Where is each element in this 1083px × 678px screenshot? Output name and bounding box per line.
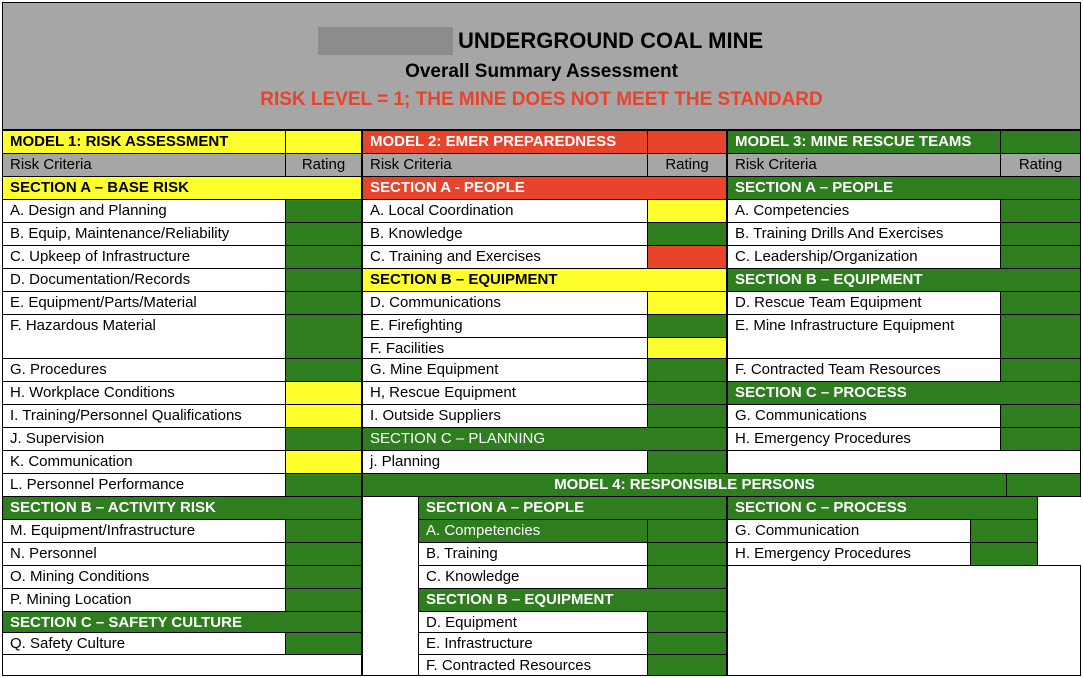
model3-item-e: E. Mine Infrastructure Equipment xyxy=(727,314,1001,359)
model2-title-rating xyxy=(647,130,727,154)
model2-section-a: SECTION A - PEOPLE xyxy=(362,176,727,200)
model3-empty-row xyxy=(727,450,1081,474)
model4-section-b: SECTION B – EQUIPMENT xyxy=(418,588,727,612)
model2-item-e: E. Firefighting xyxy=(362,314,648,338)
model1-empty-row xyxy=(2,654,362,676)
redacted-mine-name xyxy=(318,27,453,55)
model1-item-n: N. Personnel xyxy=(2,542,286,566)
model1-rating-l xyxy=(285,473,362,497)
model3-item-g: G. Communications xyxy=(727,404,1001,428)
model2-item-c: C. Training and Exercises xyxy=(362,245,648,269)
model2-item-h: H, Rescue Equipment xyxy=(362,381,648,405)
model4-item-c: C. Knowledge xyxy=(418,565,648,589)
report-header xyxy=(2,2,1081,130)
model1-col-criteria: Risk Criteria xyxy=(2,153,286,177)
model2-rating-j xyxy=(647,450,727,474)
model2-item-a: A. Local Coordination xyxy=(362,199,648,223)
model1-section-b: SECTION B – ACTIVITY RISK xyxy=(2,496,362,520)
model4-rating-g xyxy=(970,519,1038,543)
model2-section-c: SECTION C – PLANNING xyxy=(362,427,727,451)
model4-item-a: A. Competencies xyxy=(418,519,648,543)
model3-rating-h xyxy=(1000,427,1081,451)
model1-item-o: O. Mining Conditions xyxy=(2,565,286,589)
model1-rating-j xyxy=(285,427,362,451)
model1-item-k: K. Communication xyxy=(2,450,286,474)
model4-item-h: H. Emergency Procedures xyxy=(727,542,971,566)
model4-rating-b xyxy=(647,542,727,566)
model1-item-p: P. Mining Location xyxy=(2,588,286,612)
model3-title: MODEL 3: MINE RESCUE TEAMS xyxy=(727,130,1001,154)
model2-rating-f xyxy=(647,337,727,359)
model3-item-h: H. Emergency Procedures xyxy=(727,427,1001,451)
model2-col-criteria: Risk Criteria xyxy=(362,153,648,177)
model4-empty-area xyxy=(727,565,1081,676)
model4-item-d: D. Equipment xyxy=(418,611,648,633)
model2-col-rating: Rating xyxy=(647,153,727,177)
model1-rating-p xyxy=(285,588,362,612)
model4-item-f: F. Contracted Resources xyxy=(418,654,648,676)
model4-section-c: SECTION C – PROCESS xyxy=(727,496,1038,520)
model2-section-b: SECTION B – EQUIPMENT xyxy=(362,268,727,292)
model1-rating-m xyxy=(285,519,362,543)
model1-rating-a xyxy=(285,199,362,223)
model3-rating-d xyxy=(1000,291,1081,315)
model3-item-c: C. Leadership/Organization xyxy=(727,245,1001,269)
model1-rating-b xyxy=(285,222,362,246)
model1-rating-i xyxy=(285,404,362,428)
model4-title: MODEL 4: RESPONSIBLE PERSONS xyxy=(362,473,1007,497)
model2-rating-b xyxy=(647,222,727,246)
model1-rating-h xyxy=(285,381,362,405)
model3-rating-c xyxy=(1000,245,1081,269)
model2-item-d: D. Communications xyxy=(362,291,648,315)
model3-rating-g xyxy=(1000,404,1081,428)
report-title: UNDERGROUND COAL MINE xyxy=(458,28,764,53)
model1-item-c: C. Upkeep of Infrastructure xyxy=(2,245,286,269)
risk-level-statement: RISK LEVEL = 1; THE MINE DOES NOT MEET THE STANDARD xyxy=(260,89,823,110)
model2-rating-a xyxy=(647,199,727,223)
model1-rating-d xyxy=(285,268,362,292)
model1-rating-e xyxy=(285,291,362,315)
model2-item-j: j. Planning xyxy=(362,450,648,474)
model3-section-c: SECTION C – PROCESS xyxy=(727,381,1081,405)
report-subtitle: Overall Summary Assessment xyxy=(405,61,678,82)
model4-rating-e xyxy=(647,632,727,655)
model1-title: MODEL 1: RISK ASSESSMENT xyxy=(2,130,286,154)
model3-item-b: B. Training Drills And Exercises xyxy=(727,222,1001,246)
model1-item-g: G. Procedures xyxy=(2,358,286,382)
model1-rating-g xyxy=(285,358,362,382)
model3-item-a: A. Competencies xyxy=(727,199,1001,223)
model1-rating-o xyxy=(285,565,362,589)
model4-rating-c xyxy=(647,565,727,589)
model3-item-d: D. Rescue Team Equipment xyxy=(727,291,1001,315)
model2-rating-i xyxy=(647,404,727,428)
model3-rating-a xyxy=(1000,199,1081,223)
model4-left-spacer xyxy=(362,496,419,676)
model3-col-criteria: Risk Criteria xyxy=(727,153,1001,177)
model1-item-l: L. Personnel Performance xyxy=(2,473,286,497)
model1-item-e: E. Equipment/Parts/Material xyxy=(2,291,286,315)
model1-rating-c xyxy=(285,245,362,269)
model1-item-q: Q. Safety Culture xyxy=(2,632,286,655)
model1-item-b: B. Equip, Maintenance/Reliability xyxy=(2,222,286,246)
model1-item-i: I. Training/Personnel Qualifications xyxy=(2,404,286,428)
model1-rating-k xyxy=(285,450,362,474)
model2-rating-h xyxy=(647,381,727,405)
model1-item-m: M. Equipment/Infrastructure xyxy=(2,519,286,543)
model4-item-b: B. Training xyxy=(418,542,648,566)
model2-title: MODEL 2: EMER PREPAREDNESS xyxy=(362,130,648,154)
model1-rating-n xyxy=(285,542,362,566)
model3-rating-b xyxy=(1000,222,1081,246)
model1-item-j: J. Supervision xyxy=(2,427,286,451)
model2-rating-c xyxy=(647,245,727,269)
model2-rating-e xyxy=(647,314,727,338)
model3-item-f: F. Contracted Team Resources xyxy=(727,358,1001,382)
model1-col-rating: Rating xyxy=(285,153,362,177)
model1-item-d: D. Documentation/Records xyxy=(2,268,286,292)
model2-rating-g xyxy=(647,358,727,382)
model4-rating-f xyxy=(647,654,727,676)
model4-item-e: E. Infrastructure xyxy=(418,632,648,655)
model2-item-g: G. Mine Equipment xyxy=(362,358,648,382)
model1-section-c: SECTION C – SAFETY CULTURE xyxy=(2,611,362,633)
model1-item-h: H. Workplace Conditions xyxy=(2,381,286,405)
model2-rating-d xyxy=(647,291,727,315)
model3-rating-f xyxy=(1000,358,1081,382)
model3-rating-e xyxy=(1000,314,1081,359)
model3-col-rating: Rating xyxy=(1000,153,1081,177)
model2-item-b: B. Knowledge xyxy=(362,222,648,246)
model1-title-rating xyxy=(285,130,362,154)
model4-rating-h xyxy=(970,542,1038,566)
model4-item-g: G. Communication xyxy=(727,519,971,543)
model3-title-rating xyxy=(1000,130,1081,154)
model2-item-i: I. Outside Suppliers xyxy=(362,404,648,428)
model1-section-a: SECTION A – BASE RISK xyxy=(2,176,362,200)
model2-item-f: F. Facilities xyxy=(362,337,648,359)
model4-section-a: SECTION A – PEOPLE xyxy=(418,496,727,520)
model1-item-a: A. Design and Planning xyxy=(2,199,286,223)
model4-rating-d xyxy=(647,611,727,633)
model4-title-rating xyxy=(1006,473,1081,497)
model1-rating-f xyxy=(285,314,362,359)
model3-section-b: SECTION B – EQUIPMENT xyxy=(727,268,1081,292)
model4-rating-a xyxy=(647,519,727,543)
model3-section-a: SECTION A – PEOPLE xyxy=(727,176,1081,200)
model1-rating-q xyxy=(285,632,362,655)
model1-item-f: F. Hazardous Material xyxy=(2,314,286,359)
